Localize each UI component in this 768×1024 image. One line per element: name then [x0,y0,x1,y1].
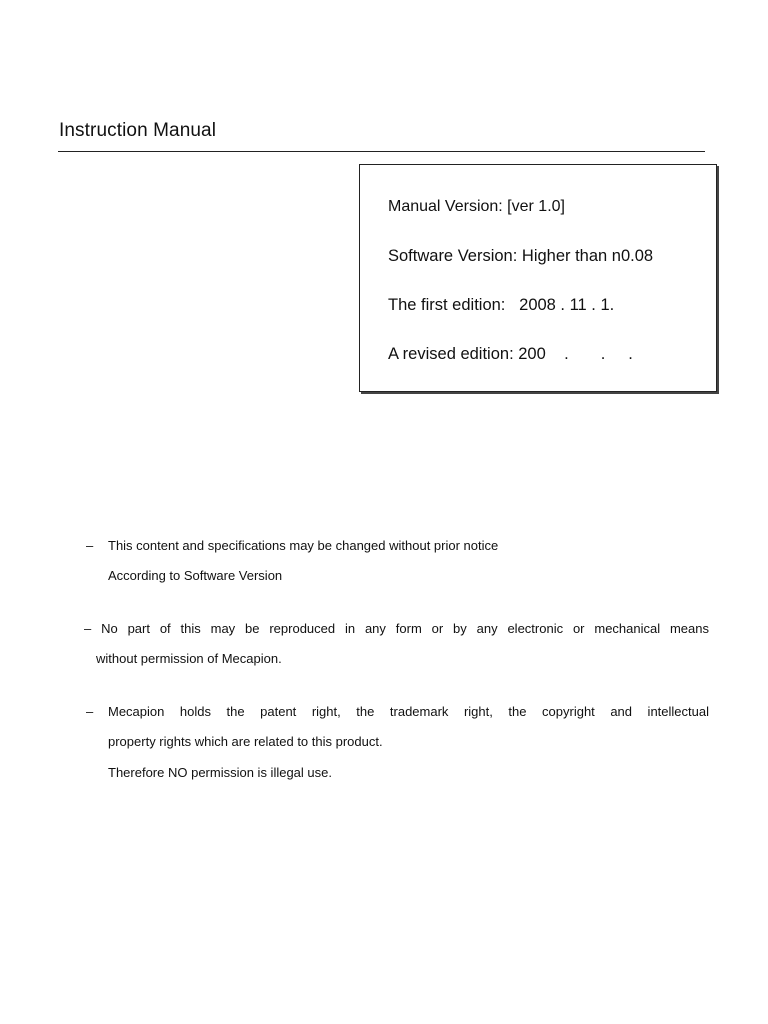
page-title: Instruction Manual [59,120,217,141]
notice-3-line-3: Therefore NO permission is illegal use. [108,765,332,780]
notice-3-line-2: property rights which are related to this product. [108,734,383,749]
revised-edition-text: A revised edition: 200 . . . [388,345,633,363]
notice-3-dash: – [86,704,94,719]
notice-1-line-2: According to Software Version [108,568,283,583]
version-info-box [359,164,717,392]
manual-version-text: Manual Version: [ver 1.0] [388,198,565,215]
notice-3-line-1: Mecapion holds the patent right, the trademark right, the copyright and intellectual [108,704,709,719]
first-edition-text: The first edition: 2008 . 11 . 1. [388,296,615,314]
software-version-text: Software Version: Higher than n0.08 [388,247,654,265]
notice-2-line-1: – No part of this may be reproduced in any form or by any electronic or mechanical means [84,621,709,636]
title-divider [58,151,705,152]
notice-1-line-1: This content and specifications may be changed without prior notice [108,538,499,553]
notice-2-line-2: without permission of Mecapion. [96,651,282,666]
notice-1-dash: – [86,538,94,553]
